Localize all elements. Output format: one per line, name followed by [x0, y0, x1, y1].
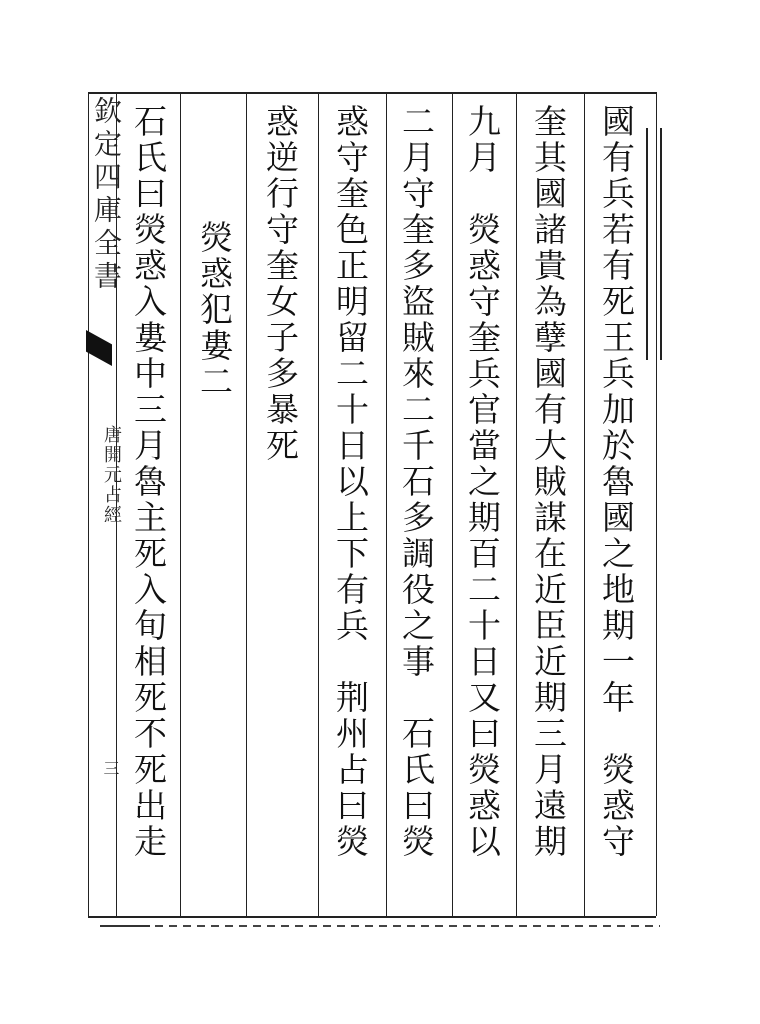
text-column-6: 惑逆行守奎女子多暴死 [261, 104, 300, 464]
running-head: 唐開元占經 [101, 425, 122, 525]
text-column-8: 石氏曰熒惑入婁中三月魯主死入旬相死不死出走 [129, 104, 168, 860]
text-column-2: 奎其國諸貴為孽國有大賊謀在近臣近期三月遠期 [529, 104, 568, 860]
text-column-1: 國有兵若有死王兵加於魯國之地期一年 熒惑守 [597, 104, 636, 860]
column-rule [246, 92, 247, 916]
column-rule [318, 92, 319, 916]
footer-rule [155, 925, 660, 927]
column-rule [180, 92, 181, 916]
footer-mark [100, 925, 150, 927]
ornamental-bar [646, 128, 662, 360]
page-number: 三 [101, 760, 120, 776]
column-rule [584, 92, 585, 916]
text-column-4: 二月守奎多盜賊來二千石多調役之事 石氏曰熒 [397, 104, 436, 860]
spine-label: 欽定四庫全書 [90, 96, 123, 294]
column-rule [516, 92, 517, 916]
column-rule [452, 92, 453, 916]
page-frame [88, 92, 656, 918]
text-column-7: 熒惑犯婁二 [195, 220, 234, 400]
text-column-3: 九月 熒惑守奎兵官當之期百二十日又曰熒惑以 [463, 104, 502, 860]
text-column-5: 惑守奎色正明留二十日以上下有兵 荆州占曰熒 [331, 104, 370, 860]
column-rule [386, 92, 387, 916]
